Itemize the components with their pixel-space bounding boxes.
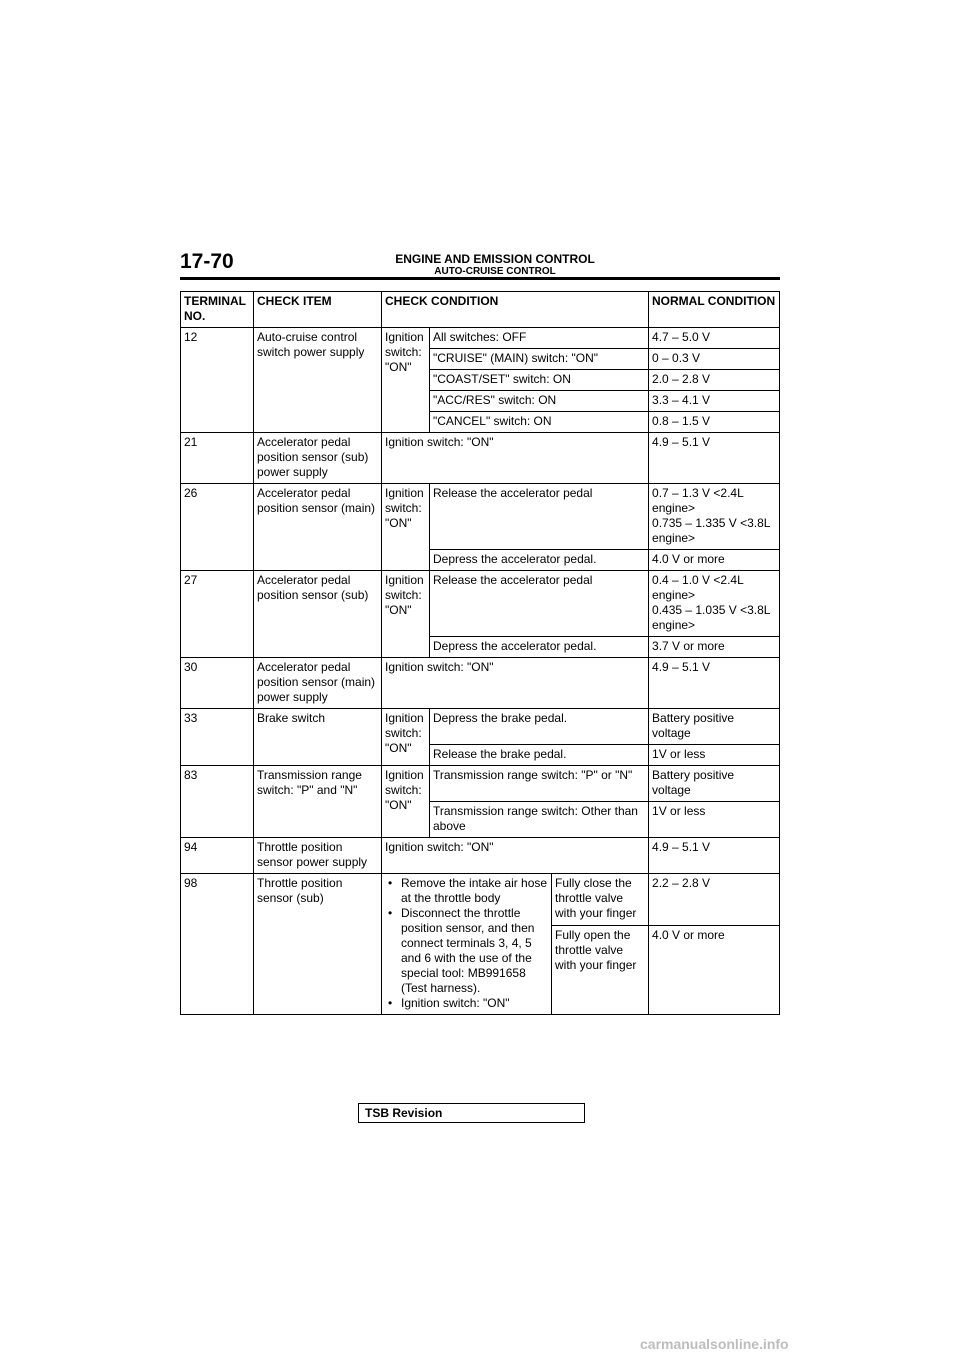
sub-condition: Depress the brake pedal. bbox=[430, 709, 649, 745]
table-row bbox=[181, 484, 780, 550]
check-item: Accelerator pedal position sensor (sub) power supply bbox=[254, 433, 382, 484]
sub-condition: "CANCEL" switch: ON bbox=[430, 412, 649, 433]
tsb-revision-label: TSB Revision bbox=[365, 1106, 443, 1120]
table-header-row bbox=[181, 292, 780, 328]
col-header-check-condition: CHECK CONDITION bbox=[382, 292, 649, 328]
normal-value: 1V or less bbox=[649, 745, 780, 766]
sub-condition: Transmission range switch: "P" or "N" bbox=[430, 766, 649, 802]
sub-condition: "COAST/SET" switch: ON bbox=[430, 370, 649, 391]
terminal-number: 12 bbox=[181, 328, 254, 433]
normal-value: Battery positive voltage bbox=[649, 709, 780, 745]
terminal-number: 83 bbox=[181, 766, 254, 838]
normal-value-line: 0.735 – 1.335 V <3.8L engine> bbox=[652, 516, 771, 545]
terminal-number: 26 bbox=[181, 484, 254, 571]
test-procedure bbox=[382, 874, 552, 1015]
check-item: Accelerator pedal position sensor (main) bbox=[254, 484, 382, 571]
sub-condition: Fully open the throttle valve with your finger bbox=[552, 925, 649, 1014]
ignition-condition: Ignition switch: "ON" bbox=[382, 766, 430, 838]
procedure-step: • Disconnect the throttle position sensor, and then connect terminals 3, 4, 5 and 6 with the use of the special tool: MB991658 (Test harness). bbox=[401, 906, 548, 996]
table-row bbox=[181, 838, 780, 874]
ignition-condition: Ignition switch: "ON" bbox=[382, 328, 430, 433]
normal-value: 4.9 – 5.1 V bbox=[649, 838, 780, 874]
normal-value: 4.0 V or more bbox=[649, 550, 780, 571]
sub-condition: Release the brake pedal. bbox=[430, 745, 649, 766]
sub-condition: Depress the accelerator pedal. bbox=[430, 637, 649, 658]
normal-value-line: 0.4 – 1.0 V <2.4L engine> bbox=[652, 573, 744, 602]
section-title: ENGINE AND EMISSION CONTROL bbox=[395, 252, 595, 266]
check-item: Throttle position sensor (sub) bbox=[254, 874, 382, 1015]
table-row bbox=[181, 433, 780, 484]
normal-value: 4.0 V or more bbox=[649, 925, 780, 1014]
subsection-title: AUTO-CRUISE CONTROL bbox=[434, 266, 556, 277]
sub-condition: "ACC/RES" switch: ON bbox=[430, 391, 649, 412]
table-row bbox=[181, 571, 780, 637]
check-condition: Ignition switch: "ON" bbox=[382, 658, 649, 709]
watermark: carmanualsonline.info bbox=[640, 1336, 789, 1352]
terminal-number: 30 bbox=[181, 658, 254, 709]
normal-value: 4.7 – 5.0 V bbox=[649, 328, 780, 349]
page-number: 17-70 bbox=[180, 250, 234, 273]
sub-condition: Transmission range switch: Other than above bbox=[430, 802, 649, 838]
sub-condition: All switches: OFF bbox=[430, 328, 649, 349]
normal-value: Battery positive voltage bbox=[649, 766, 780, 802]
col-header-terminal: TERMINAL NO. bbox=[181, 292, 254, 328]
normal-value: 2.0 – 2.8 V bbox=[649, 370, 780, 391]
table-row bbox=[181, 658, 780, 709]
normal-value: 2.2 – 2.8 V bbox=[649, 874, 780, 926]
procedure-list bbox=[385, 876, 548, 1011]
sub-condition: Fully close the throttle valve with your finger bbox=[552, 874, 649, 926]
header-rule bbox=[180, 277, 780, 280]
sub-condition: Release the accelerator pedal bbox=[430, 571, 649, 637]
table-row bbox=[181, 709, 780, 745]
check-item: Throttle position sensor power supply bbox=[254, 838, 382, 874]
normal-value bbox=[649, 484, 780, 550]
table-row bbox=[181, 766, 780, 802]
ignition-condition: Ignition switch: "ON" bbox=[382, 571, 430, 658]
terminal-number: 98 bbox=[181, 874, 254, 1015]
check-item: Brake switch bbox=[254, 709, 382, 766]
check-item: Accelerator pedal position sensor (sub) bbox=[254, 571, 382, 658]
sub-condition: "CRUISE" (MAIN) switch: "ON" bbox=[430, 349, 649, 370]
normal-value: 3.3 – 4.1 V bbox=[649, 391, 780, 412]
terminal-number: 21 bbox=[181, 433, 254, 484]
ignition-condition: Ignition switch: "ON" bbox=[382, 709, 430, 766]
normal-value-line: 0.435 – 1.035 V <3.8L engine> bbox=[652, 603, 771, 632]
check-item: Auto-cruise control switch power supply bbox=[254, 328, 382, 433]
terminal-number: 94 bbox=[181, 838, 254, 874]
normal-value: 3.7 V or more bbox=[649, 637, 780, 658]
table-row bbox=[181, 874, 780, 926]
tsb-revision-box bbox=[358, 1103, 585, 1123]
normal-value bbox=[649, 571, 780, 637]
procedure-step: • Remove the intake air hose at the throttle body bbox=[401, 876, 548, 906]
ignition-condition: Ignition switch: "ON" bbox=[382, 484, 430, 571]
sub-condition: Release the accelerator pedal bbox=[430, 484, 649, 550]
normal-value: 0.8 – 1.5 V bbox=[649, 412, 780, 433]
check-condition: Ignition switch: "ON" bbox=[382, 433, 649, 484]
terminal-check-table bbox=[180, 291, 780, 1015]
check-condition: Ignition switch: "ON" bbox=[382, 838, 649, 874]
normal-value: 0 – 0.3 V bbox=[649, 349, 780, 370]
col-header-normal-condition: NORMAL CONDITION bbox=[649, 292, 780, 328]
terminal-number: 33 bbox=[181, 709, 254, 766]
col-header-check-item: CHECK ITEM bbox=[254, 292, 382, 328]
check-item: Accelerator pedal position sensor (main) power supply bbox=[254, 658, 382, 709]
terminal-number: 27 bbox=[181, 571, 254, 658]
normal-value: 1V or less bbox=[649, 802, 780, 838]
normal-value-line: 0.7 – 1.3 V <2.4L engine> bbox=[652, 486, 744, 515]
sub-condition: Depress the accelerator pedal. bbox=[430, 550, 649, 571]
check-item: Transmission range switch: "P" and "N" bbox=[254, 766, 382, 838]
normal-value: 4.9 – 5.1 V bbox=[649, 658, 780, 709]
normal-value: 4.9 – 5.1 V bbox=[649, 433, 780, 484]
table-row bbox=[181, 328, 780, 349]
procedure-step: • Ignition switch: "ON" bbox=[401, 996, 548, 1011]
